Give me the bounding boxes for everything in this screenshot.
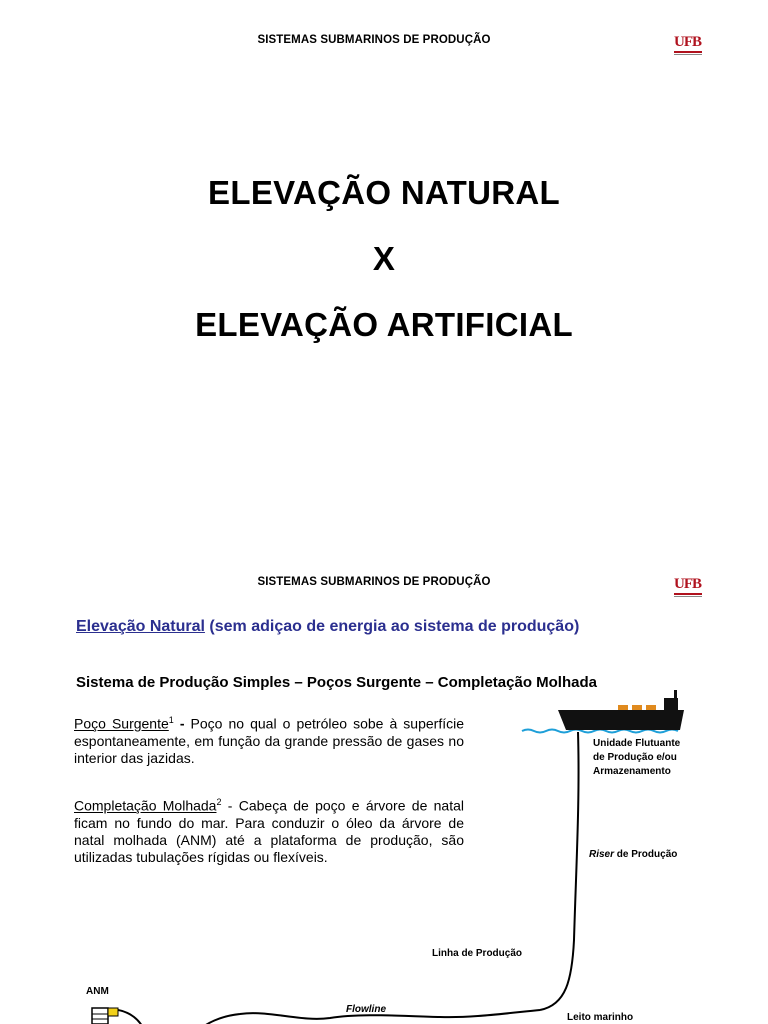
seabed-label: Leito marinho <box>567 1012 634 1023</box>
university-logo <box>674 30 704 56</box>
floating-unit-ship <box>558 690 684 730</box>
riser-label <box>589 849 677 860</box>
anm-equipment <box>92 1008 118 1024</box>
production-riser <box>540 732 579 1010</box>
header-title: SISTEMAS SUBMARINOS DE PRODUÇÃO <box>257 34 491 46</box>
footnote-2: 2 <box>216 797 222 807</box>
production-line-label: Linha de Produção <box>432 948 523 959</box>
riser-label-italic: Riser <box>589 849 615 860</box>
footnote-1: 1 <box>168 715 174 725</box>
production-system-diagram <box>0 540 768 1024</box>
dash: - <box>173 715 191 732</box>
anm-connection <box>118 1010 144 1024</box>
term-completacao-molhada: Completação Molhada <box>74 797 217 814</box>
title-line-3: ELEVAÇÃO ARTIFICIAL <box>195 306 573 343</box>
anm-label: ANM <box>86 986 109 997</box>
subheading: Sistema de Produção Simples – Poços Surgente – Completação Molhada <box>76 674 597 691</box>
header-title-2: SISTEMAS SUBMARINOS DE PRODUÇÃO <box>257 576 491 588</box>
unit-label-line-3: Armazenamento <box>593 766 671 777</box>
unit-label <box>593 737 680 779</box>
flowline-label: Flowline <box>346 1004 386 1015</box>
content-slide <box>0 540 768 1024</box>
completacao-molhada-text: - Cabeça de poço e árvore de natal ficam no fundo do mar. Para conduzir o óleo da árvore de natal molhada (ANM) até a plataforma de produção, são utilizadas tubulações rígidas ou flexíveis. <box>74 797 464 865</box>
unit-label-line-2: de Produção e/ou <box>593 752 677 763</box>
title-line-2: X <box>372 240 396 277</box>
term-poco-surgente: Poço Surgente <box>74 715 169 732</box>
riser-label-rest: de Produção <box>614 849 678 860</box>
logo-text-2: UFB <box>674 576 701 592</box>
title-line-1: ELEVAÇÃO NATURAL <box>208 174 560 211</box>
poco-surgente-text: Poço no qual o petróleo sobe à superfície espontaneamente, em função da grande pressão de gases no interior das jazidas. <box>74 715 464 766</box>
section-title-term: Elevação Natural <box>76 618 205 635</box>
logo-text: UFB <box>674 34 701 50</box>
unit-label-line-1: Unidade Flutuante <box>593 738 681 749</box>
section-title-note: (sem adiçao de energia ao sistema de produção) <box>209 618 580 635</box>
